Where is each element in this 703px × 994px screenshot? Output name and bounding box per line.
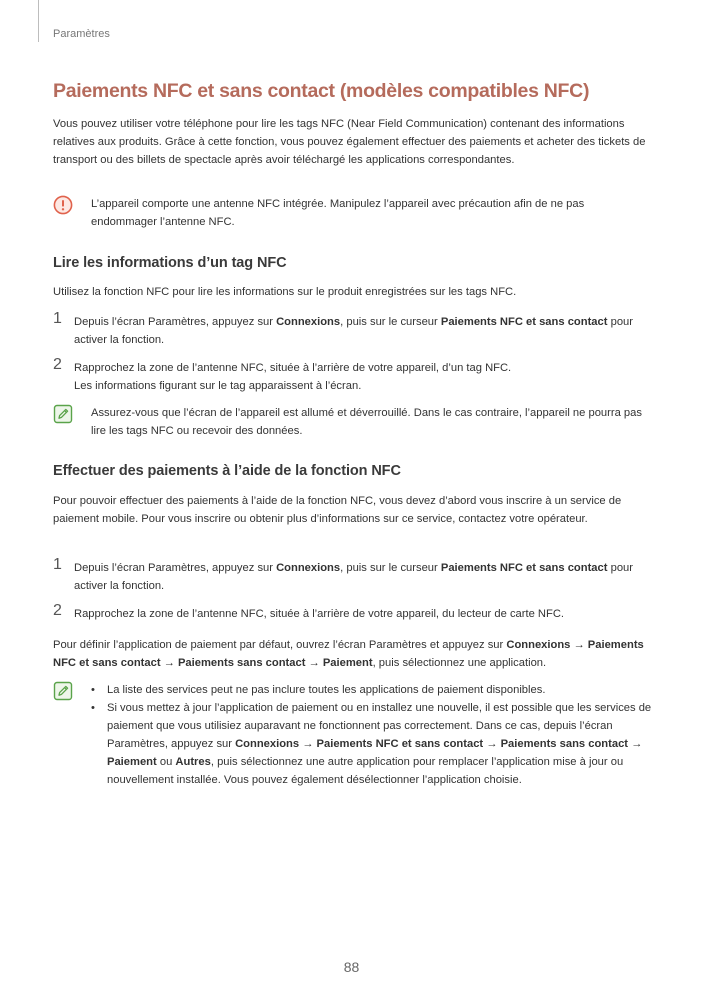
bullet: • xyxy=(91,702,95,714)
header-rule xyxy=(38,0,39,42)
note-text: Assurez-vous que l’écran de l’appareil est allumé et déverrouillé. Dans le cas contraire, l’appareil ne pourra pas lire les tags NFC ou recevoir des données. xyxy=(91,407,642,437)
step-2 xyxy=(53,602,653,623)
section-heading-read-tag: Lire les informations d’un tag NFC xyxy=(53,255,287,271)
warning-box xyxy=(53,195,653,231)
page-title: Paiements NFC et sans contact (modèles compatibles NFC) xyxy=(53,80,590,102)
note-box xyxy=(53,681,653,789)
list-item: • Si vous mettez à jour l’application de paiement ou en installez une nouvelle, il est possible que les services de paiement que vous utilisiez auparavant ne fonctionnent pas correctement. Dans ce cas, depuis l’écran Paramètres, appuyez sur Connexions → Paiements NFC et sans contact → Paiements sans contact → Paiement ou Autres, puis sélectionnez une autre application pour remplacer l’application mise à jour ou nouvellement installée. Vous pouvez également désélectionner l’application choisie. xyxy=(91,699,653,789)
step-text: Rapprochez la zone de l’antenne NFC, située à l’arrière de votre appareil, d’un tag NFC. Les informations figurant sur le tag apparaissent à l’écran. xyxy=(74,362,512,392)
step-number: 2 xyxy=(53,602,62,619)
caution-icon xyxy=(53,195,73,215)
section2-paragraph: Pour pouvoir effectuer des paiements à l’aide de la fonction NFC, vous devez d’abord vous inscrire à un service de paiement mobile. Pour vous inscrire ou obtenir plus d’informations sur ce service, contactez votre opérateur. xyxy=(53,495,622,525)
default-app-paragraph: Pour définir l’application de paiement par défaut, ouvrez l’écran Paramètres et appuyez sur Connexions → Paiements NFC et sans contact → Paiements sans contact → Paiement, puis sélectionnez une application. xyxy=(53,639,644,669)
step-text: Rapprochez la zone de l’antenne NFC, située à l’arrière de votre appareil, du lecteur de carte NFC. xyxy=(74,608,565,620)
note-icon xyxy=(53,404,73,424)
running-header: Paramètres xyxy=(53,28,110,40)
intro-paragraph: Vous pouvez utiliser votre téléphone pour lire les tags NFC (Near Field Communication) contenant des informations relatives aux produits. Grâce à cette fonction, vous pouvez également effectuer des paiements et acheter des tickets de transport ou des billets de spectacle après avoir téléchargé les applications correspondantes. xyxy=(53,118,646,166)
warning-text: L’appareil comporte une antenne NFC intégrée. Manipulez l’appareil avec précaution afin de ne pas endommager l’antenne NFC. xyxy=(91,198,585,228)
step-1 xyxy=(53,310,653,349)
step-text: Depuis l’écran Paramètres, appuyez sur Connexions, puis sur le curseur Paiements NFC et sans contact pour activer la fonction. xyxy=(74,562,633,592)
step-number: 1 xyxy=(53,556,62,573)
step-number: 2 xyxy=(53,356,62,373)
step-number: 1 xyxy=(53,310,62,327)
step-1 xyxy=(53,556,653,595)
note-bullet-list xyxy=(91,681,653,789)
step-2 xyxy=(53,356,653,395)
page-number: 88 xyxy=(343,959,360,975)
step-text: Depuis l’écran Paramètres, appuyez sur Connexions, puis sur le curseur Paiements NFC et sans contact pour activer la fonction. xyxy=(74,316,633,346)
note-box xyxy=(53,404,653,440)
section-heading-payments: Effectuer des paiements à l’aide de la fonction NFC xyxy=(53,463,401,479)
bullet: • xyxy=(91,684,95,696)
list-item: • La liste des services peut ne pas inclure toutes les applications de paiement disponibles. xyxy=(91,681,653,699)
section1-paragraph: Utilisez la fonction NFC pour lire les informations sur le produit enregistrées sur les tags NFC. xyxy=(53,286,517,298)
note-icon xyxy=(53,681,73,701)
